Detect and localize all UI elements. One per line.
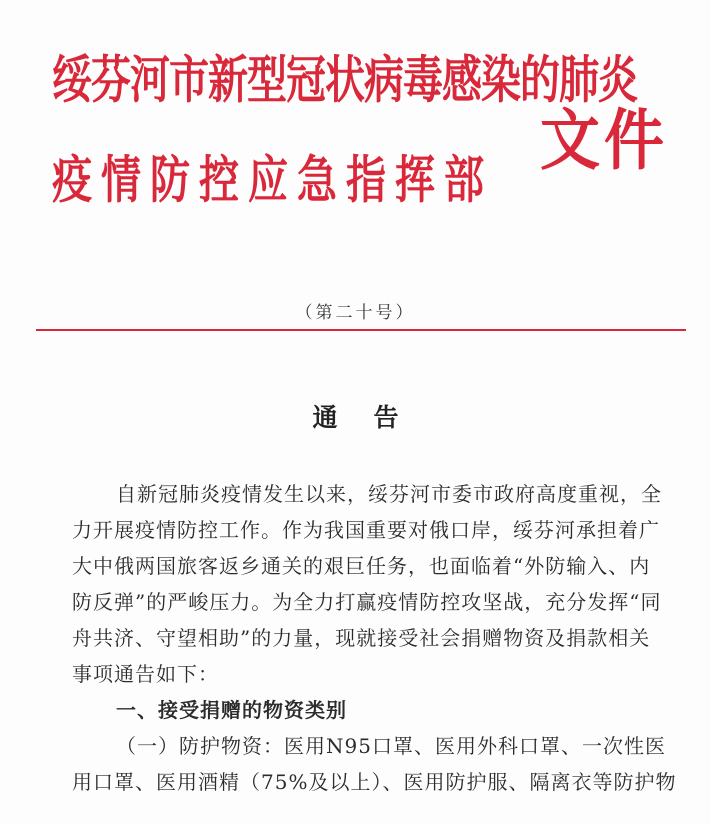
paragraph-line: 舟共济、守望相助”的力量，现就接受社会捐赠物资及捐款相关 <box>72 626 651 650</box>
notice-title: 通告 <box>312 403 435 432</box>
document-number: （第二十号） <box>295 303 416 323</box>
notice-body <box>72 476 677 800</box>
document-header <box>0 0 711 240</box>
item-line: （一）防护物资：医用N95口罩、医用外科口罩、一次性医 <box>116 734 666 758</box>
issuer-name-line-1: 绥芬河市新型冠状病毒感染的肺炎 <box>52 50 637 111</box>
paragraph-line: 力开展疫情防控工作。作为我国重要对俄口岸，绥芬河承担着广 <box>72 518 660 542</box>
red-divider-line <box>36 329 686 331</box>
paragraph-line: 防反弹”的严峻压力。为全力打赢疫情防控攻坚战，充分发挥“同 <box>72 590 662 614</box>
item-line: 用口罩、医用酒精（75%及以上）、医用防护服、隔离衣等防护物 <box>72 770 677 794</box>
paragraph-line: 自新冠肺炎疫情发生以来，绥芬河市委市政府高度重视，全 <box>116 482 662 506</box>
section-heading: 一、接受捐赠的物资类别 <box>116 698 347 722</box>
document-type-label: 文件 <box>540 102 668 180</box>
paragraph-line: 大中俄两国旅客返乡通关的艰巨任务，也面临着“外防输入、内 <box>72 554 651 578</box>
issuer-name-line-2: 疫情防控应急指挥部 <box>52 150 493 211</box>
paragraph-line: 事项通告如下： <box>72 662 219 686</box>
